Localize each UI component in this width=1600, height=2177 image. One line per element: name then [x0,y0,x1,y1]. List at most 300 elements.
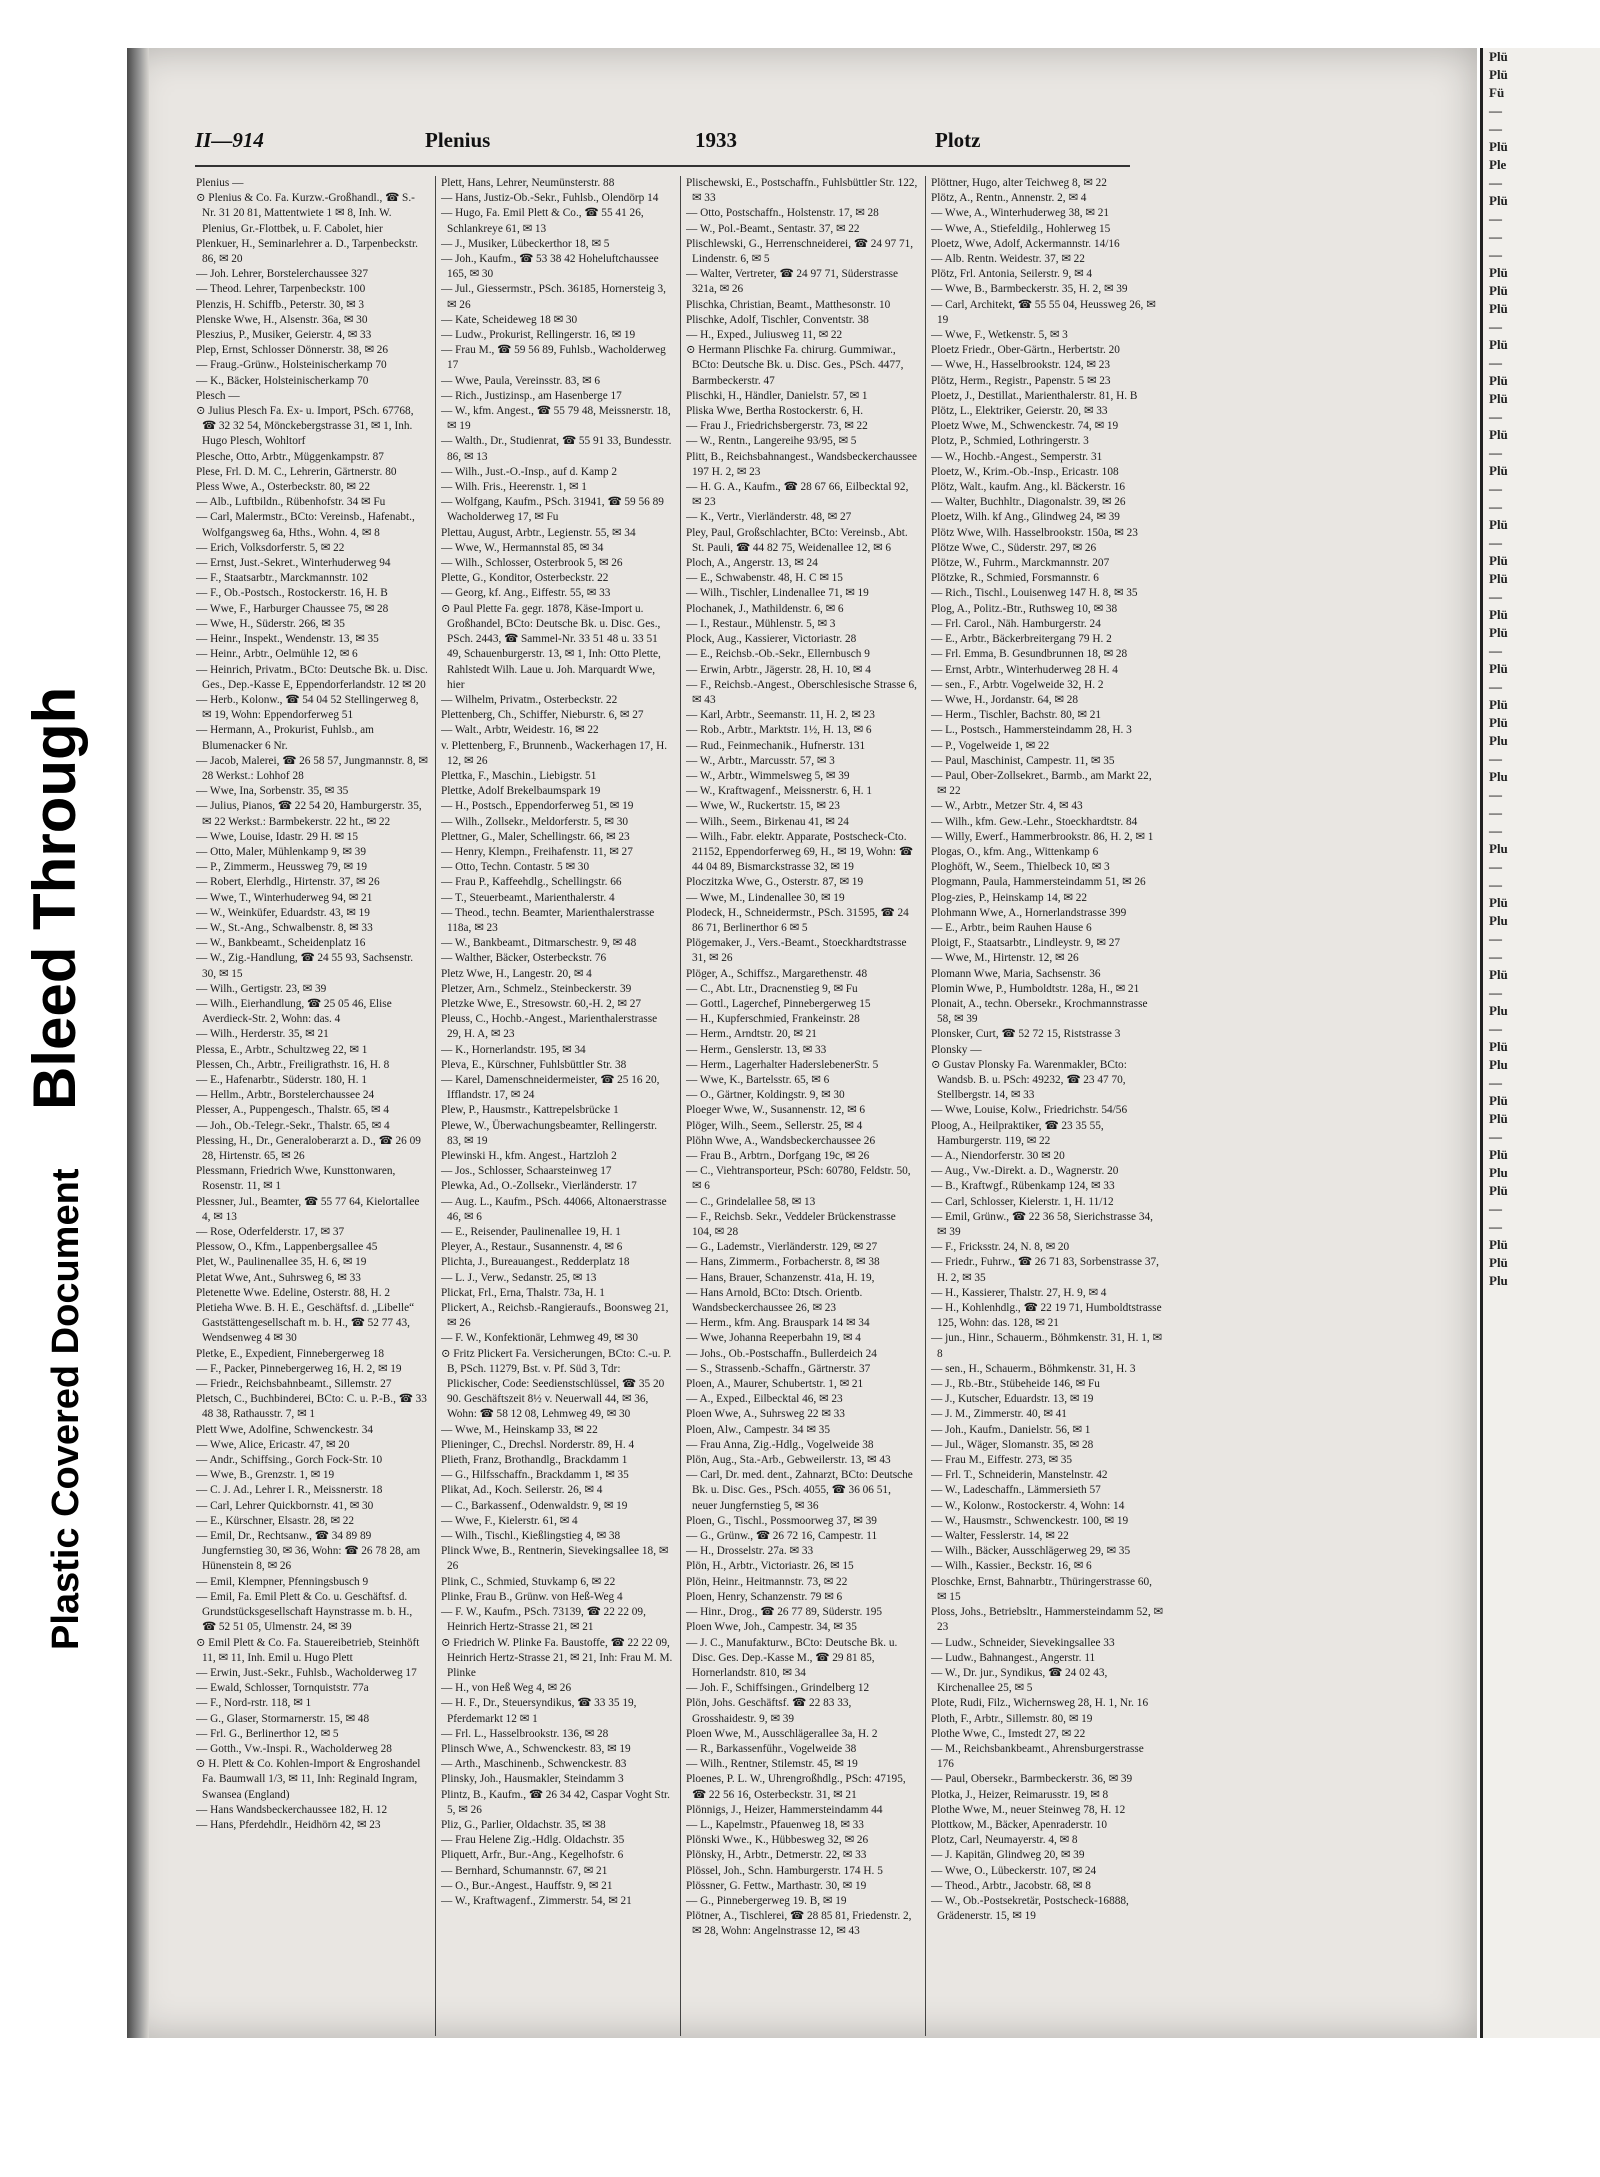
directory-entry: Ploetz Friedr., Ober-Gärtn., Herbertstr. 20 [931,344,1120,357]
directory-entry: — Herm., Tischler, Bachstr. 80, ✉ 21 [931,709,1101,722]
directory-entry: Pliska Wwe, Bertha Rostockerstr. 6, H. [686,405,864,418]
directory-entry: Plön, Johs. Geschäftsf. ☎ 22 83 33, Grosshaidestr. 9, ✉ 39 [686,1697,852,1725]
directory-entry: Ploch, A., Angerstr. 13, ✉ 24 [686,557,818,570]
facing-page-fragment: — [1489,409,1502,424]
facing-page-fragment: Plü [1489,1237,1508,1252]
directory-entry: Plink, C., Schmied, Stuvkamp 6, ✉ 22 [441,1575,616,1588]
facing-page-fragment: — [1489,787,1502,802]
directory-entry: Pletenette Wwe. Edeline, Osterstr. 88, H. 2 [196,1286,390,1299]
directory-entry: — Paul, Obersekr., Barmbeckerstr. 36, ✉ 39 [931,1773,1133,1786]
directory-entry: — Hermann, A., Prokurist, Fuhlsb., am Blumenacker 6 Nr. [196,724,374,752]
directory-entry: — Wilh., Seem., Birkenau 41, ✉ 24 [686,815,849,828]
facing-page-fragment: Plü [1489,301,1508,316]
directory-entry: — M., Reichsbankbeamt., Ahrensburgerstrasse 176 [931,1742,1144,1771]
directory-entry: — Frau B., Arbtrn., Dorfgang 19c, ✉ 26 [686,1150,870,1162]
directory-entry: Plewe, W., Überwachungsbeamter, Rellingerstr. 83, ✉ 19 [441,1119,658,1147]
facing-page-fragment: Plü [1489,193,1508,208]
directory-entry: — Walter, Fesslerstr. 14, ✉ 22 [931,1530,1069,1543]
facing-page-fragment: Plü [1489,625,1508,640]
directory-entry: Plötze Wwe, C., Süderstr. 297, ✉ 26 [931,541,1097,554]
directory-entry: Pletke, E., Expedient, Finnebergerweg 18 [196,1347,385,1360]
directory-entry: — Walt., Arbtr, Weidestr. 16, ✉ 22 [441,724,599,737]
directory-entry: Plomin Wwe, P., Humboldtstr. 128a, H., ✉ 21 [931,982,1140,995]
directory-entry: Plock, Aug., Kassierer, Victoriastr. 28 [686,633,857,646]
header-rule [195,165,1130,167]
directory-entry: — Wilh., Herderstr. 35, ✉ 21 [196,1028,329,1041]
directory-entry: Plenius — [196,177,244,189]
directory-entry: — Wwe, Alice, Ericastr. 47, ✉ 20 [196,1438,350,1451]
directory-entry: — Hellm., Arbtr., Borstelerchaussee 24 [196,1089,375,1102]
directory-entry: — H., Kupferschmied, Frankeinstr. 28 [686,1013,860,1026]
directory-entry: — C., Grindelallee 58, ✉ 13 [686,1195,816,1208]
directory-entry: — W., Dr. jur., Syndikus, ☎ 24 02 43, Kirchenallee 25, ✉ 5 [931,1666,1108,1695]
directory-entry: — Rob., Arbtr., Marktstr. 1½, H. 13, ✉ 6 [686,724,872,737]
directory-entry: Plönsky, H., Arbtr., Detmerstr. 22, ✉ 33 [686,1849,867,1862]
directory-entry: — J., Rb.-Btr., Stübeheide 146, ✉ Fu [931,1378,1100,1391]
directory-entry: — F., Nord-rstr. 118, ✉ 1 [196,1697,312,1710]
directory-entry: Ploth, F., Arbtr., Sillemstr. 80, ✉ 19 [931,1712,1093,1725]
directory-entry: — L., Postsch., Hammersteindamm 28, H. 3 [931,724,1132,737]
facing-page-fragment: Plü [1489,373,1508,388]
directory-entry: — Frau M., ☎ 59 56 89, Fuhlsb., Wacholderweg 17 [441,344,666,372]
directory-entry: Plessa, E., Arbtr., Schultzweg 22, ✉ 1 [196,1043,368,1056]
directory-entry: Plötzke, R., Schmied, Forsmannstr. 6 [931,572,1099,585]
facing-page-fragment: — [1489,103,1502,118]
directory-entry: Pleva, E., Kürschner, Fuhlsbüttler Str. 38 [441,1058,627,1071]
directory-entry: — W., Hausmstr., Schwenckestr. 100, ✉ 19 [931,1514,1129,1527]
facing-page-fragment: Plu [1489,769,1508,784]
directory-entry: — Wilh., Tischler, Lindenallee 71, ✉ 19 [686,587,869,600]
directory-entry: Plinke, Frau B., Grünw. von Heß-Weg 4 [441,1590,623,1603]
directory-entry: — G., Hilfsschaffn., Brackdamm 1, ✉ 35 [441,1469,629,1482]
directory-entry: — Wilh., Kassier., Beckstr. 16, ✉ 6 [931,1560,1092,1573]
directory-entry: — Karel, Damenschneidermeister, ☎ 25 16 20, Ifflandstr. 17, ✉ 24 [441,1073,660,1102]
directory-entry: — Frl. T., Schneiderin, Manstelnstr. 42 [931,1469,1108,1482]
directory-entry: — Wilh., Fabr. elektr. Apparate, Postscheck-Cto. 21152, Eppendorferweg 69, H., ✉ 19, Wohn: ☎ 44 04 89, Bismarckstrasse 32, ✉ 19 [686,830,913,874]
directory-entry: — Bernhard, Schumannstr. 67, ✉ 21 [441,1864,608,1877]
directory-entry: Plinsky, Joh., Hausmakler, Steindamm 3 [441,1773,624,1786]
directory-entry: Plomann Wwe, Maria, Sachsenstr. 36 [931,967,1101,980]
directory-entry: — Wwe, B., Grenzstr. 1, ✉ 19 [196,1469,335,1482]
directory-entry: — Hans, Zimmerm., Forbacherstr. 8, ✉ 38 [686,1256,880,1269]
facing-page-fragment: — [1489,1075,1502,1090]
facing-page-fragment: Plü [1489,49,1508,64]
directory-entry: Pless Wwe, A., Osterbeckstr. 80, ✉ 22 [196,481,370,494]
directory-entry: Pleyer, A., Restaur., Susannenstr. 4, ✉ 6 [441,1241,623,1254]
facing-page-fragment: Plu [1489,733,1508,748]
directory-entry: — Erich, Volksdorferstr. 5, ✉ 22 [196,541,345,554]
directory-entry: — Erwin, Just.-Sekr., Fuhlsb., Wacholderweg 17 [196,1666,417,1679]
directory-entry: Plottkow, M., Bäcker, Apenraderstr. 10 [931,1818,1108,1831]
column-divider [925,176,926,2036]
directory-entry: — Hans, Brauer, Schanzenstr. 41a, H. 19, [686,1271,875,1284]
directory-entry: — Georg, kf. Ang., Eiffestr. 55, ✉ 33 [441,587,611,600]
directory-entry: — Karl, Arbtr., Seemanstr. 11, H. 2, ✉ 23 [686,709,875,722]
directory-entry: — Joh., Ob.-Telegr.-Sekr., Thalstr. 65, ✉ 4 [196,1119,390,1132]
directory-entry: — F., Fricksstr. 24, N. 8, ✉ 20 [931,1241,1070,1254]
directory-entry: Plessow, O., Kfm., Lappenbergsallee 45 [196,1241,378,1254]
directory-entry: — Wwe, W., Ruckertstr. 15, ✉ 23 [686,800,840,813]
directory-entry: — Wwe, H., Jordanstr. 64, ✉ 28 [931,693,1079,706]
facing-page-fragment: Plü [1489,661,1508,676]
directory-entry: — G., Glaser, Stormarnerstr. 15, ✉ 48 [196,1712,370,1725]
directory-entry: Plöger, A., Schiffsz., Margarethenstr. 48 [686,967,868,980]
facing-page-fragment: — [1489,805,1502,820]
directory-entry: — Joh. F., Schiffsingen., Grindelberg 12 [686,1682,870,1695]
directory-entry: Plenkuer, H., Seminarlehrer a. D., Tarpenbeckstr. 86, ✉ 20 [196,237,418,266]
directory-entry: — Jacob, Malerei, ☎ 26 58 57, Jungmannstr. 8, ✉ 28 Werkst.: Lohhof 28 [196,754,428,782]
directory-entry: — Otto, Postschaffn., Holstenstr. 17, ✉ 28 [686,207,879,220]
directory-entry: Plössel, Joh., Schn. Hamburgerstr. 174 H. 5 [686,1864,883,1877]
directory-entry: Plotka, J., Heizer, Reimarusstr. 19, ✉ 8 [931,1788,1109,1801]
header-left-keyword: Plenius [425,128,491,152]
directory-entry: Plinck Wwe, B., Rentnerin, Sievekingsallee 18, ✉ 26 [441,1545,669,1573]
directory-entry: — Wwe, O., Lübeckerstr. 107, ✉ 24 [931,1864,1097,1877]
directory-entry: — Aug., Vw.-Direkt. a. D., Wagnerstr. 20 [931,1165,1119,1178]
directory-entry: Pletat Wwe, Ant., Suhrsweg 6, ✉ 33 [196,1271,361,1284]
directory-entry: Plesche, Otto, Arbtr., Müggenkampstr. 87 [196,450,384,463]
directory-entry: Plöger, Wilh., Seem., Sellerstr. 25, ✉ 4 [686,1119,863,1132]
facing-page-fragment: Plü [1489,283,1508,298]
directory-entry: — W., Arbtr., Metzer Str. 4, ✉ 43 [931,800,1083,813]
directory-entry: — W., Arbtr., Marcusstr. 57, ✉ 3 [686,754,835,767]
facing-page-fragment: Plü [1489,427,1508,442]
directory-entry: Pliz, G., Parlier, Oldachstr. 35, ✉ 38 [441,1818,606,1831]
directory-entry: — Otto, Techn. Contastr. 5 ✉ 30 [441,861,590,874]
directory-entry: — W., Rentn., Langereihe 93/95, ✉ 5 [686,435,857,448]
directory-entry: — Kate, Scheideweg 18 ✉ 30 [441,313,578,326]
directory-entry: — W., Bankbeamt., Scheidenplatz 16 [196,937,366,950]
directory-entry: — Frl. G., Berlinerthor 12, ✉ 5 [196,1727,339,1740]
directory-entry: — Frau Helene Zig.-Hdlg. Oldachstr. 35 [441,1834,625,1847]
facing-page-fragment: — [1489,643,1502,658]
directory-entry: — Herm., Arndtstr. 20, ✉ 21 [686,1028,817,1041]
directory-entry: — C., Viehtransporteur, PSch: 60780, Feldstr. 50, ✉ 6 [686,1165,911,1193]
directory-entry: Plötz, A., Rentn., Annenstr. 2, ✉ 4 [931,192,1087,205]
directory-entry: Plett, Hans, Lehrer, Neumünsterstr. 88 [441,177,615,189]
directory-entry: — Wwe, M., Heinskamp 33, ✉ 22 [441,1423,598,1436]
directory-entry: — Ewald, Schlosser, Tornquiststr. 77a [196,1682,369,1695]
directory-entry: — Fraug.-Grünw., Holsteinischerkamp 70 [196,359,387,372]
directory-entry: — Hinr., Drog., ☎ 26 77 89, Süderstr. 195 [686,1606,883,1619]
directory-entry: — Heinr., Arbtr., Oelmühle 12, ✉ 6 [196,648,358,661]
facing-page-fragment: Plü [1489,1147,1508,1162]
directory-entry: — Wwe, Louise, Idastr. 29 H. ✉ 15 [196,830,359,843]
directory-entry: — Frl. Carol., Näh. Hamburgerstr. 24 [931,617,1101,630]
facing-page-fragment: — [1489,445,1502,460]
directory-entry: — Walter, Vertreter, ☎ 24 97 71, Süderstrasse 321a, ✉ 26 [686,268,898,296]
directory-entry: ⊙ Gustav Plonsky Fa. Warenmakler, BCto: Wandsb. B. u. PSch: 49232, ☎ 23 47 70, Stellbergstr. 14, ✉ 33 [931,1058,1127,1102]
directory-entry: Plön, Heinr., Heitmannstr. 73, ✉ 22 [686,1575,848,1588]
facing-page-fragment: — [1489,211,1502,226]
directory-entry: — Alb. Rentn. Weidestr. 37, ✉ 22 [931,253,1085,266]
facing-page-fragment: Plü [1489,391,1508,406]
directory-entry: — Hans Arnold, BCto: Dtsch. Orientb. Wandsbeckerchaussee 26, ✉ 23 [686,1286,863,1315]
directory-entry: Pletzer, Arn., Schmelz., Steinbeckerstr. 39 [441,982,632,995]
facing-page-fragment: — [1489,175,1502,190]
directory-entry: — Wilh., Gertigstr. 23, ✉ 39 [196,982,327,995]
facing-page-fragment: Plü [1489,1039,1508,1054]
directory-entry: — W., Zig.-Handlung, ☎ 24 55 93, Sachsenstr. 30, ✉ 15 [196,952,414,980]
directory-entry: Plessen, Ch., Arbtr., Freiligrathstr. 16, H. 8 [196,1058,390,1071]
page-number: II—914 [195,128,264,152]
directory-entry: — B., Kraftwgf., Rübenkamp 124, ✉ 33 [931,1180,1115,1193]
directory-entry: Pleszius, P., Musiker, Geierstr. 4, ✉ 33 [196,329,372,342]
directory-entry: — Joh. Lehrer, Borstelerchaussee 327 [196,268,369,281]
directory-entry: — Wwe, H., Süderstr. 266, ✉ 35 [196,617,345,630]
facing-page-fragment: Fü [1489,85,1505,100]
directory-entry: — Ernst, Arbtr., Winterhuderweg 28 H. 4 [931,663,1118,676]
facing-page-fragment: Plü [1489,715,1508,730]
directory-entry: — W., Hochb.-Angest., Semperstr. 31 [931,450,1103,463]
facing-page-fragment: Plü [1489,571,1508,586]
directory-entry: — K., Vertr., Vierländerstr. 48, ✉ 27 [686,511,852,524]
directory-entry: — E., Hafenarbtr., Süderstr. 180, H. 1 [196,1073,367,1086]
facing-page-fragment: — [1489,931,1502,946]
directory-entry: Ploen Wwe, A., Suhrsweg 22 ✉ 33 [686,1408,845,1421]
facing-page-fragment: Plü [1489,967,1508,982]
directory-column-2 [441,176,673,2051]
directory-entry: Plischewski, E., Postschaffn., Fuhlsbüttler Str. 122, ✉ 33 [686,177,918,205]
directory-entry: ⊙ Emil Plett & Co. Fa. Stauereibetrieb, Steinhöft 11, ✉ 11, Inh. Emil u. Hugo Plett [196,1636,420,1664]
directory-entry: Plodeck, H., Schneidermstr., PSch. 31595, ☎ 24 86 71, Berlinerthor 6 ✉ 5 [686,906,909,934]
directory-entry: — Frau M., Eiffestr. 273, ✉ 35 [931,1454,1073,1467]
directory-entry: Pletieha Wwe. B. H. E., Geschäftsf. d. „Libelle“ Gaststättengesellschaft m. b. H., ☎ 52 77 43, Wendsenweg 4 ✉ 30 [196,1302,415,1345]
directory-entry: Ploetz Wwe, M., Schwenckestr. 74, ✉ 19 [931,420,1119,433]
facing-page-fragment: — [1489,1021,1502,1036]
directory-entry: Pley, Paul, Großschlachter, BCto: Vereinsb., Abt. St. Pauli, ☎ 44 82 75, Weidenallee 12, ✉ 6 [686,526,908,554]
directory-entry: — Friedr., Reichsbahnbeamt., Sillemstr. 27 [196,1378,392,1391]
facing-page-fragment: — [1489,121,1502,136]
facing-page-fragment: Plü [1489,1111,1508,1126]
directory-entry: — O., Gärtner, Koldingstr. 9, ✉ 30 [686,1089,845,1102]
directory-entry: — H. F., Dr., Steuersyndikus, ☎ 33 35 19, Pferdemarkt 12 ✉ 1 [441,1697,637,1725]
directory-entry: Plötner, A., Tischlerei, ☎ 28 85 81, Friedenstr. 2, ✉ 28, Wohn: Angelnstrasse 12, ✉ 43 [686,1910,912,1938]
directory-entry: — Wwe, F., Harburger Chaussee 75, ✉ 28 [196,602,389,615]
directory-entry: — F., Reichsb.-Angest., Oberschlesische Strasse 6, ✉ 43 [686,678,917,706]
directory-entry: Pletsch, C., Buchbinderei, BCto: C. u. P.-B., ☎ 33 48 38, Rathausstr. 7, ✉ 1 [196,1393,427,1421]
directory-entry: — Walter, Buchhltr., Diagonalstr. 39, ✉ 26 [931,496,1126,509]
directory-entry: — Walther, Bäcker, Osterbeckstr. 76 [441,952,607,965]
facing-page-fragment: Plü [1489,337,1508,352]
facing-page-fragment: — [1489,229,1502,244]
facing-page-fragment: Ple [1489,157,1507,172]
directory-entry: Ploen, Alw., Campestr. 34 ✉ 35 [686,1423,830,1436]
directory-entry: Plieth, Franz, Brothandlg., Brackdamm 1 [441,1454,628,1467]
directory-entry: Pliquett, Arfr., Bur.-Ang., Kegelhofstr. 6 [441,1849,624,1862]
directory-column-3 [686,176,918,2051]
facing-page-fragment: — [1489,877,1502,892]
directory-entry: Plischka, Christian, Beamt., Matthesonstr. 10 [686,298,891,311]
directory-entry: — Wwe, Johanna Reeperbahn 19, ✉ 4 [686,1332,861,1345]
directory-entry: Pleuss, C., Hochb.-Angest., Marienthalerstrasse 29, H. A, ✉ 23 [441,1013,658,1041]
bleed-through-label: Bleed Through [21,686,88,1110]
directory-entry: — L. J., Verw., Sedanstr. 25, ✉ 13 [441,1271,597,1284]
directory-entry: Plötz, Walt., kaufm. Ang., kl. Bäckerstr. 16 [931,481,1126,494]
directory-entry: Ploog, A., Heilpraktiker, ☎ 23 35 55, Hamburgerstr. 119, ✉ 22 [931,1119,1104,1147]
directory-entry: — A., Niendorferstr. 30 ✉ 20 [931,1150,1065,1162]
directory-entry: — T., Steuerbeamt., Marienthalerstr. 4 [441,891,615,904]
header-right-keyword: Plotz [935,128,981,152]
directory-entry: Plew, P., Hausmstr., Kattrepelsbrücke 1 [441,1104,619,1117]
directory-entry: — I., Restaur., Mühlenstr. 5, ✉ 3 [686,617,836,630]
directory-entry: Plischlewski, G., Herrenschneiderei, ☎ 24 97 71, Lindenstr. 6, ✉ 5 [686,237,914,266]
directory-entry: — F., Ob.-Postsch., Rostockerstr. 16, H. B [196,587,388,600]
directory-entry: — Arth., Maschinenb., Schwenckestr. 83 [441,1758,627,1771]
directory-entry: Plenzis, H. Schiffb., Peterstr. 30, ✉ 3 [196,298,365,311]
directory-entry: — Gottl., Lagerchef, Pinnebergerweg 15 [686,997,871,1010]
directory-entry: — Wwe, B., Barmbeckerstr. 35, H. 2, ✉ 39 [931,283,1128,296]
facing-page-fragment: — [1489,949,1502,964]
directory-entry: — C., Abt. Ltr., Dracnenstieg 9, ✉ Fu [686,982,858,995]
directory-entry: Plögemaker, J., Vers.-Beamt., Stoeckhardtstrasse 31, ✉ 26 [686,937,907,965]
directory-entry: — Wwe, F., Kielerstr. 61, ✉ 4 [441,1514,578,1527]
directory-entry: — P., Zimmerm., Heussweg 79, ✉ 19 [196,861,368,874]
directory-entry: ⊙ Hermann Plischke Fa. chirurg. Gummiwar., BCto: Deutsche Bk. u. Disc. Ges., PSch. 4477, Barmbeckerstr. 47 [686,344,904,387]
directory-entry: — Johs., Ob.-Postschaffn., Bullerdeich 24 [686,1347,877,1360]
facing-page-fragment: Plü [1489,1183,1508,1198]
facing-page-fragment: Plü [1489,607,1508,622]
directory-entry: Plinsch Wwe, A., Schwenckestr. 83, ✉ 19 [441,1742,631,1755]
directory-entry: — Wilh., Zollsekr., Meldorferstr. 5, ✉ 30 [441,815,629,828]
directory-entry: — Paul, Ober-Zollsekret., Barmb., am Markt 22, ✉ 22 [931,769,1152,798]
directory-entry: — Ludw., Schneider, Sievekingsallee 33 [931,1636,1115,1649]
directory-entry: Plogmann, Paula, Hammersteindamm 51, ✉ 26 [931,876,1146,889]
directory-entry: — Theod., Arbtr., Jacobstr. 68, ✉ 8 [931,1879,1091,1892]
directory-entry: Ploen, Henry, Schanzenstr. 79 ✉ 6 [686,1590,843,1603]
directory-entry: Plettka, F., Maschin., Liebigstr. 51 [441,769,597,782]
directory-entry: Plön, Aug., Sta.-Arb., Gebweilerstr. 13, ✉ 43 [686,1454,891,1467]
directory-entry: Plischki, H., Händler, Danielstr. 57, ✉ 1 [686,389,868,402]
directory-entry: — Otto, Maler, Mühlenkamp 9, ✉ 39 [196,845,366,858]
directory-entry: Plog, A., Politz.-Btr., Ruthsweg 10, ✉ 38 [931,602,1118,615]
directory-entry: — Walth., Dr., Studienrat, ☎ 55 91 33, Bundesstr. 86, ✉ 13 [441,435,672,463]
facing-page-fragment: — [1489,823,1502,838]
directory-entry: — Paul, Maschinist, Campestr. 11, ✉ 35 [931,754,1115,767]
directory-entry: Ploenes, P. L. W., Uhrengroßhdlg., PSch: 47195, ☎ 22 56 16, Osterbeckstr. 31, ✉ 21 [686,1773,906,1801]
directory-entry: — A., Exped., Eilbecktal 46, ✉ 23 [686,1393,843,1406]
directory-entry: — Wilh., Bäcker, Ausschlägerweg 29, ✉ 35 [931,1545,1131,1558]
directory-entry: — W., St.-Ang., Schwalbenstr. 8, ✉ 33 [196,921,373,934]
directory-entry: — S., Strassenb.-Schaffn., Gärtnerstr. 37 [686,1362,871,1375]
directory-entry: — W., Kraftwagenf., Meissnerstr. 6, H. 1 [686,785,873,798]
facing-page-fragment: Plü [1489,553,1508,568]
directory-entry: — P., Vogelweide 1, ✉ 22 [931,739,1050,752]
directory-entry: — F. W., Kaufm., PSch. 73139, ☎ 22 22 09, Heinrich Hertz-Strasse 21, ✉ 21 [441,1606,646,1634]
directory-entry: — H., Postsch., Eppendorferweg 51, ✉ 19 [441,800,634,813]
directory-entry: — Carl, Malermstr., BCto: Vereinsb., Hafenabt., Wolfgangsweg 6a, Hths., Wohn. 4, ✉ 8 [196,511,415,539]
directory-entry: Plothe Wwe, M., neuer Steinweg 78, H. 12 [931,1803,1126,1816]
directory-entry: Plet, W., Paulinenallee 35, H. 6, ✉ 19 [196,1256,367,1269]
directory-entry: Ploen Wwe, Joh., Campestr. 34, ✉ 35 [686,1621,857,1634]
directory-entry: Ploeger Wwe, W., Susannenstr. 12, ✉ 6 [686,1104,866,1117]
directory-entry: — Jos., Schlosser, Schaarsteinweg 17 [441,1165,612,1178]
directory-entry: — K., Bäcker, Holsteinischerkamp 70 [196,374,369,387]
header-year: 1933 [695,128,737,152]
scan-sidebar [0,640,118,1690]
directory-entry: — Wwe, H., Hasselbrookstr. 124, ✉ 23 [931,359,1111,372]
directory-entry: Plettenberg, Ch., Schiffer, Nieburstr. 6, ✉ 27 [441,709,644,722]
directory-entry: — Andr., Schiffsing., Gorch Fock-Str. 10 [196,1454,383,1467]
facing-page-fragment: Plu [1489,1057,1508,1072]
directory-entry: — Theod., techn. Beamter, Marienthalerstrasse 118a, ✉ 23 [441,906,655,934]
directory-entry: — E., Reichsb.-Ob.-Sekr., Ellernbusch 9 [686,648,870,661]
directory-entry: — Emil, Dr., Rechtsanw., ☎ 34 89 89 Jungfernstieg 30, ✉ 36, Wohn: ☎ 26 78 28, am Hünenstein 8, ✉ 26 [196,1530,421,1573]
facing-page-edge [1480,48,1600,2038]
directory-entry: — Wilhelm, Privatm., Osterbeckstr. 22 [441,693,618,706]
directory-entry: Plintz, B., Kaufm., ☎ 26 34 42, Caspar Voght Str. 5, ✉ 26 [441,1788,670,1816]
facing-page-fragment: — [1489,985,1502,1000]
directory-entry: — Wwe, M., Lindenallee 30, ✉ 19 [686,891,845,904]
directory-entry: — Wwe, M., Hirtenstr. 12, ✉ 26 [931,952,1079,965]
directory-entry: ⊙ Plenius & Co. Fa. Kurzw.-Großhandl., ☎ S.-Nr. 31 20 81, Mattentwiete 1 ✉ 8, Inh. W. Plenius, Gr.-Flottbek, u. F. Cabolet, hier [196,192,415,235]
directory-entry: Plesch — [196,389,240,402]
directory-entry: — Carl, Architekt, ☎ 55 55 04, Heussweg 26, ✉ 19 [931,298,1156,326]
facing-page-fragment: Plu [1489,841,1508,856]
facing-page-fragment: — [1489,859,1502,874]
directory-entry: — H. G. A., Kaufm., ☎ 28 67 66, Eilbecktal 92, ✉ 23 [686,481,909,509]
directory-entry: — Wwe, Louise, Kolw., Friedrichstr. 54/56 [931,1104,1128,1117]
directory-entry: — O., Bur.-Angest., Hauffstr. 9, ✉ 21 [441,1879,613,1892]
facing-page-fragment: Plü [1489,139,1508,154]
directory-entry: Plewka, Ad., O.-Zollsekr., Vierländerstr. 17 [441,1180,637,1193]
directory-entry: — J., Musiker, Lübeckerthor 18, ✉ 5 [441,237,610,250]
directory-entry: — Wwe, A., Stiefeldilg., Hohlerweg 15 [931,222,1111,235]
facing-page-fragment: — [1489,1201,1502,1216]
directory-entry: — Wilh. Fris., Heerenstr. 1, ✉ 1 [441,481,587,494]
directory-entry: — W., Bankbeamt., Ditmarschestr. 9, ✉ 48 [441,937,637,950]
directory-entry: — H., Exped., Juliusweg 11, ✉ 22 [686,329,843,342]
directory-entry: — Carl, Dr. med. dent., Zahnarzt, BCto: Deutsche Bk. u. Disc. Ges., PSch. 4055, ☎ 36 06 51, neuer Jungfernstieg 5, ✉ 36 [686,1469,913,1512]
directory-entry: — Wilh., kfm. Gew.-Lehr., Stoeckhardtstr. 84 [931,815,1138,828]
directory-entry: Plohmann Wwe, A., Hornerlandstrasse 399 [931,906,1127,919]
facing-page-fragment: — [1489,1219,1502,1234]
directory-entry: — E., Kürschner, Elsastr. 28, ✉ 22 [196,1514,355,1527]
plastic-covered-label: Plastic Covered Document [45,1168,87,1650]
directory-entry: Ploschke, Ernst, Bahnarbtr., Thüringerstrasse 60, ✉ 15 [931,1575,1152,1603]
directory-entry: Ploghöft, W., Seem., Thielbeck 10, ✉ 3 [931,861,1110,874]
directory-entry: Plön, H., Arbtr., Victoriastr. 26, ✉ 15 [686,1560,854,1573]
directory-entry: Pletzke Wwe, E., Stresowstr. 60,-H. 2, ✉ 27 [441,997,642,1010]
facing-page-fragment: Plu [1489,1003,1508,1018]
directory-entry: — H., Kassierer, Thalstr. 27, H. 9, ✉ 4 [931,1286,1107,1299]
directory-entry: — Hugo, Fa. Emil Plett & Co., ☎ 55 41 26, Schlankreye 61, ✉ 13 [441,207,644,235]
directory-entry: — Frau Anna, Zig.-Hdlg., Vogelweide 38 [686,1438,874,1451]
directory-entry: Plette, G., Konditor, Osterbeckstr. 22 [441,572,609,585]
column-divider [680,176,681,2036]
directory-entry: Plese, Frl. D. M. C., Lehrerin, Gärtnerstr. 80 [196,465,397,478]
page-header [195,128,1130,162]
directory-entry: — R., Barkassenführ., Vogelweide 38 [686,1742,857,1755]
directory-entry: — Frl. L., Hasselbrookstr. 136, ✉ 28 [441,1727,609,1740]
directory-entry: Plötz Wwe, Wilh. Hasselbrookstr. 150a, ✉ 23 [931,526,1138,539]
directory-entry: — Ludw., Prokurist, Rellingerstr. 16, ✉ 19 [441,329,636,342]
facing-page-fragment: Plü [1489,265,1508,280]
directory-entry: — F. W., Konfektionär, Lehmweg 49, ✉ 30 [441,1332,638,1345]
directory-entry: — Hans, Pferdehdlr., Heidhörn 42, ✉ 23 [196,1818,381,1831]
directory-entry: — Ludw., Bahnangest., Angerstr. 11 [931,1651,1096,1664]
directory-entry: — W., Ladeschaffn., Lämmersieth 57 [931,1484,1101,1497]
directory-entry: — sen., F., Arbtr. Vogelweide 32, H. 2 [931,678,1104,691]
facing-page-fragment: Plü [1489,463,1508,478]
directory-entry: — H., von Heß Weg 4, ✉ 26 [441,1682,572,1695]
directory-entry: Ploss, Johs., Betriebsltr., Hammersteindamm 52, ✉ 23 [931,1606,1163,1634]
directory-entry: Ploczitzka Wwe, G., Osterstr. 87, ✉ 19 [686,876,864,889]
directory-entry: — Wolfgang, Kaufm., PSch. 31941, ☎ 59 56 89 Wacholderweg 17, ✉ Fu [441,496,664,524]
directory-entry: — Emil, Klempner, Pfenningsbusch 9 [196,1575,369,1588]
directory-entry: — Wwe, Paula, Vereinsstr. 83, ✉ 6 [441,374,601,387]
directory-entry: Plettke, Adolf Brekelbaumspark 19 [441,785,601,798]
